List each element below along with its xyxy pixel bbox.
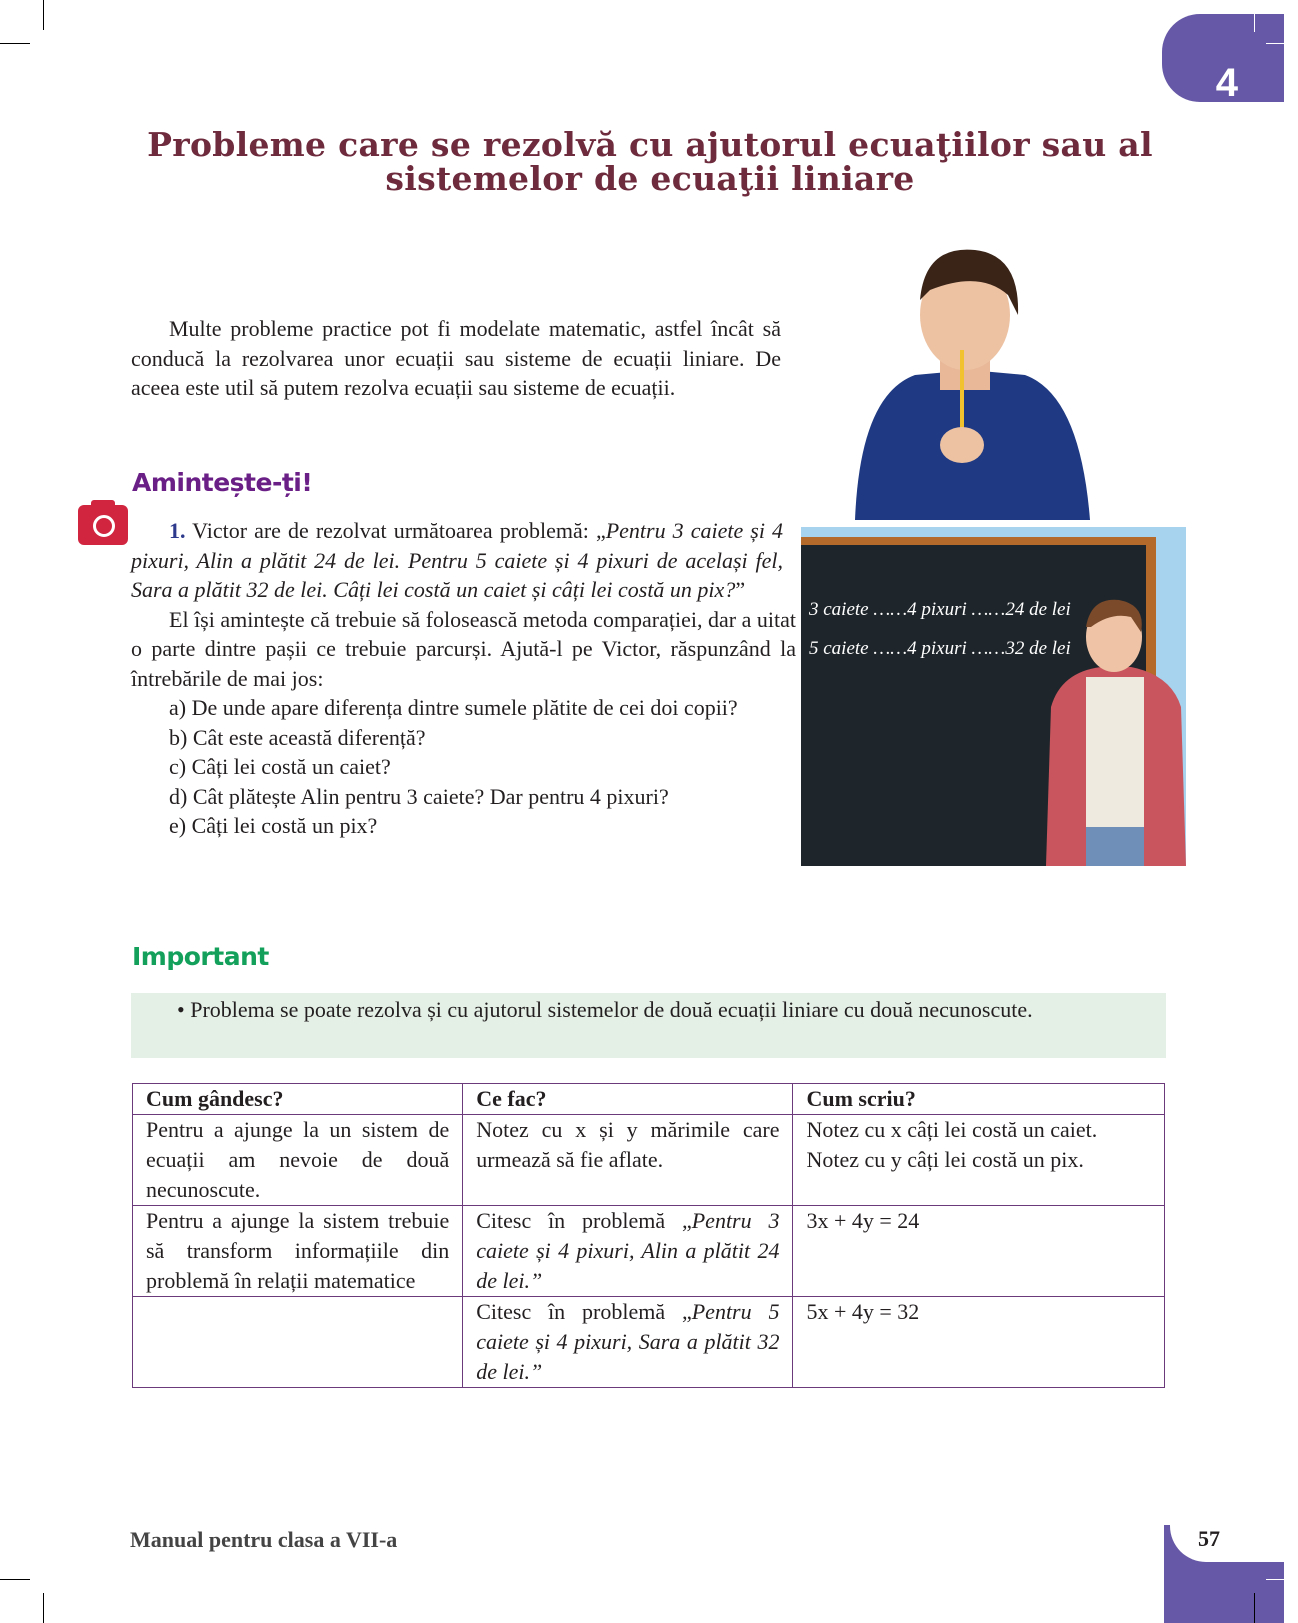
cell	[793, 1115, 1165, 1206]
cell-quote: Pentru 3 caiete și 4 pixuri, Alin a plătit 24 de lei.”	[476, 1208, 780, 1293]
cell: 5x + 4y = 32	[793, 1297, 1165, 1388]
chapter-tab	[1162, 14, 1284, 105]
table-row	[133, 1297, 1165, 1388]
problem-number: 1.	[169, 518, 186, 543]
crop-mark	[1254, 0, 1255, 32]
crop-mark	[43, 0, 44, 30]
cell-quote: Pentru 5 caiete și 4 pixuri, Sara a plătit 32 de lei.”	[476, 1299, 780, 1384]
cell: Pentru a ajunge la sistem trebuie să transform informațiile din problemă în relații matematice	[133, 1206, 463, 1297]
header-cum-scriu: Cum scriu?	[793, 1084, 1165, 1115]
cell: Notez cu x și y mărimile care urmează să fie aflate.	[463, 1115, 793, 1206]
photo-chalkboard	[801, 527, 1186, 866]
header-cum-gandesc: Cum gândesc?	[133, 1084, 463, 1115]
question-a: a) De unde apare diferența dintre sumele plătite de cei doi copii?	[169, 695, 738, 720]
chalk-line-2: 5 caiete ……4 pixuri ……32 de lei	[809, 638, 1071, 659]
important-text: • Problema se poate rezolva și cu ajutorul sistemelor de două ecuații liniare cu două necunoscute.	[177, 997, 1033, 1022]
question-e: e) Câți lei costă un pix?	[169, 813, 378, 838]
quote-end: ”	[735, 577, 746, 602]
cell-line: Notez cu y câți lei costă un pix.	[806, 1147, 1084, 1172]
method-table	[132, 1083, 1165, 1388]
chapter-number: 4	[1215, 61, 1238, 105]
crop-mark	[43, 1593, 44, 1623]
cell-line: Notez cu x câți lei costă un caiet.	[806, 1117, 1098, 1142]
problem-block	[131, 516, 796, 841]
footer-text: Manual pentru clasa a VII-a	[130, 1527, 398, 1552]
crop-mark	[0, 43, 30, 44]
table-header-row	[133, 1084, 1165, 1115]
problem-statement	[131, 516, 783, 605]
photo-boy-standing	[1041, 597, 1186, 866]
photo-boy-thinking	[840, 245, 1095, 525]
question-d: d) Cât plătește Alin pentru 3 caiete? Dar pentru 4 pixuri?	[169, 783, 669, 809]
crop-mark	[1266, 1579, 1298, 1580]
intro-paragraph: Multe probleme practice pot fi modelate matematic, astfel încât să conducă la rezolvarea unor ecuații sau sisteme de ecuații liniare. De aceea este util să putem rezolva ecuații sau sisteme de ecuații.	[131, 316, 781, 400]
chalk-line-1: 3 caiete ……4 pixuri ……24 de lei	[809, 599, 1071, 620]
remember-heading: Amintește-ți!	[132, 468, 313, 497]
header-ce-fac: Ce fac?	[463, 1084, 793, 1115]
table-row	[133, 1206, 1165, 1297]
page-number: 57	[1198, 1526, 1220, 1551]
problem-quote: Pentru 3 caiete și 4 pixuri, Alin a plătit 24 de lei. Pentru 5 caiete și 4 pixuri de același fel, Sara a plătit 32 de lei. Câți lei costă un caiet și câți lei costă un pix?	[131, 518, 783, 602]
page-title: Probleme care se rezolvă cu ajutorul ecuaţiilor sau al sistemelor de ecuaţii liniare	[147, 125, 1153, 198]
crop-mark	[1266, 43, 1298, 44]
cell	[463, 1206, 793, 1297]
cell: 3x + 4y = 24	[793, 1206, 1165, 1297]
important-box	[131, 993, 1166, 1058]
table-row	[133, 1115, 1165, 1206]
cell-lead: Citesc în problemă „	[476, 1299, 692, 1324]
camera-icon	[78, 505, 128, 545]
cell	[463, 1297, 793, 1388]
question-c: c) Câți lei costă un caiet?	[169, 754, 391, 779]
crop-mark	[1254, 1593, 1255, 1623]
question-b: b) Cât este această diferență?	[169, 724, 426, 750]
problem-lead: Victor are de rezolvat următoarea problemă: „	[185, 518, 606, 543]
cell-lead: Citesc în problemă „	[476, 1208, 692, 1233]
important-heading: Important	[132, 942, 269, 971]
cell: Pentru a ajunge la un sistem de ecuații am nevoie de două necunoscute.	[133, 1115, 463, 1206]
page-tab-cutout	[1170, 1520, 1284, 1562]
cell	[133, 1297, 463, 1388]
crop-mark	[0, 1579, 30, 1580]
problem-para2: El își amintește că trebuie să folosească metoda comparației, dar a uitat o parte dintre pașii ce trebuie parcurși. Ajută-l pe Victor, răspunzând la întrebările de mai jos:	[131, 606, 796, 691]
